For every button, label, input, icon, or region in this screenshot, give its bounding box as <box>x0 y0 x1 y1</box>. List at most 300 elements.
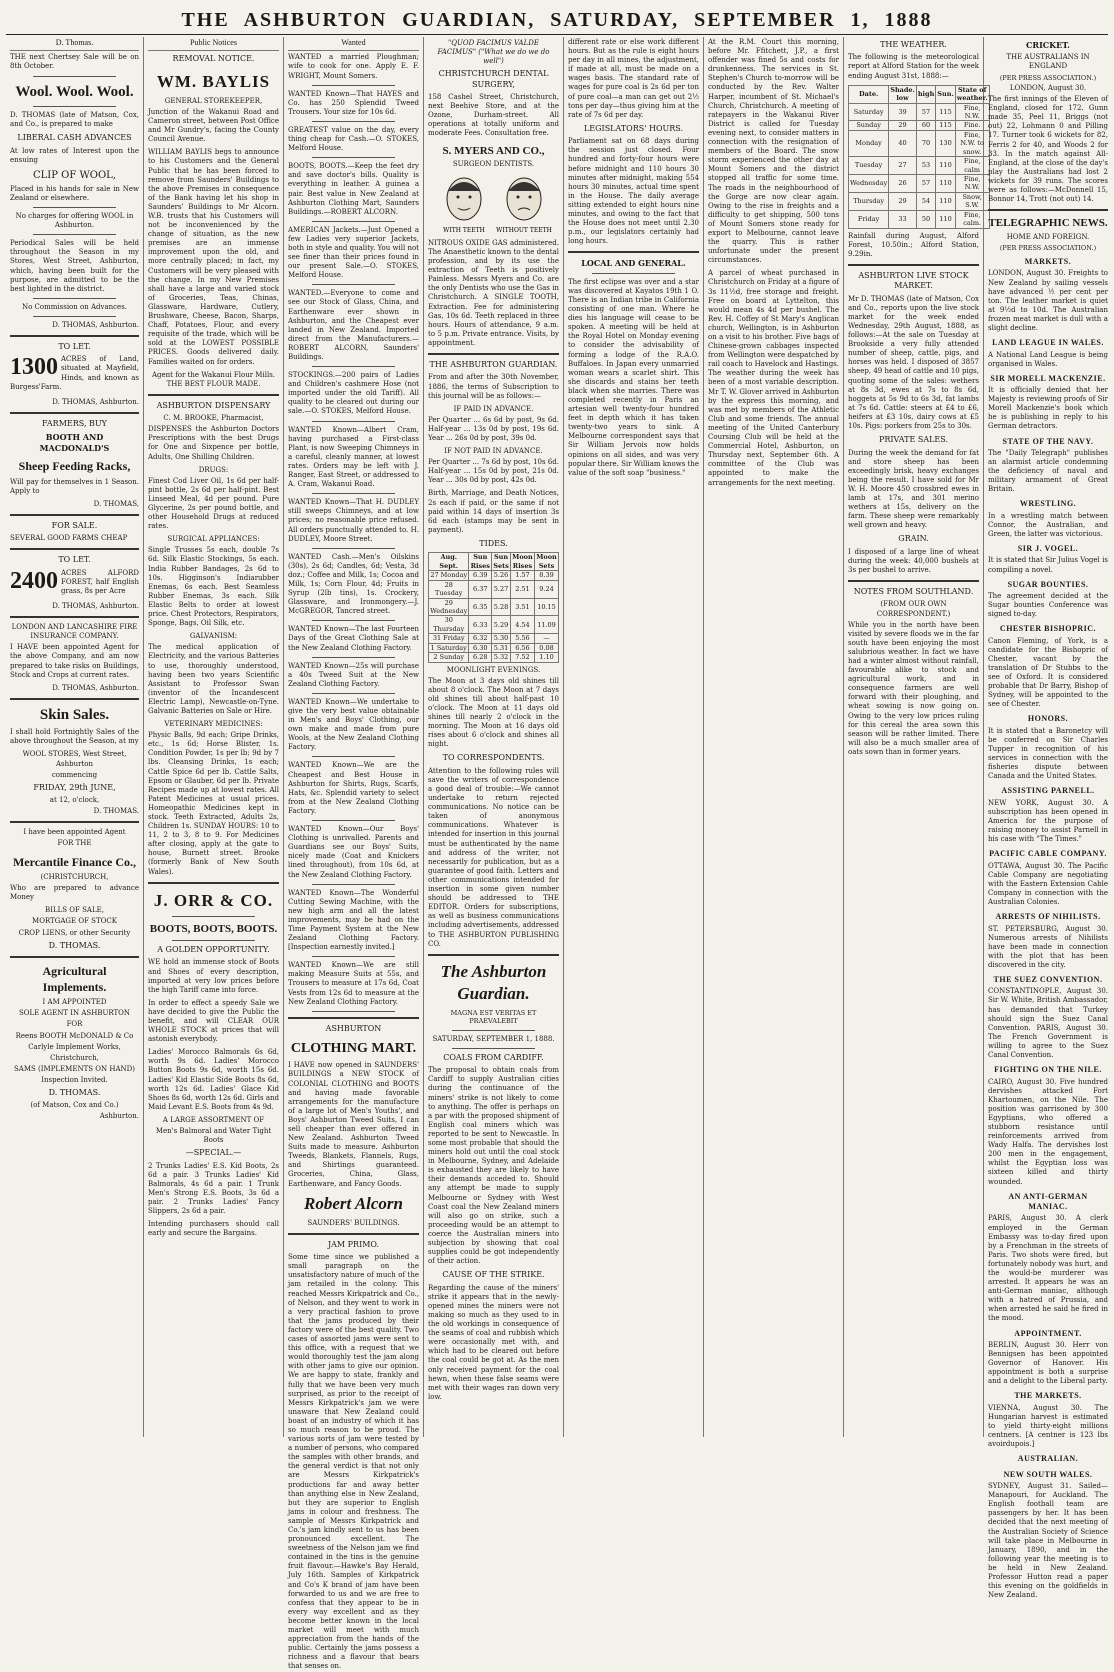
column-local-continued <box>704 37 844 1437</box>
weather-cell: 115 <box>936 103 955 121</box>
vet-heading: VETERINARY MEDICINES: <box>164 720 263 729</box>
tide-cell: 6.56 <box>510 643 534 652</box>
weather-intro: The following is the meteorological report at Alford Station for the week ending August 31st, 1888:— <box>848 53 979 80</box>
farmers-heading: FARMERS, BUY <box>42 418 107 428</box>
weather-row <box>849 121 990 130</box>
wool-heading: Wool. Wool. Wool. <box>15 83 134 100</box>
two-faces-illustration <box>434 173 554 235</box>
news-heading: ASSISTING PARNELL. <box>1001 786 1095 796</box>
masthead <box>6 6 1108 35</box>
tide-cell: 5.27 <box>492 580 511 598</box>
tide-cell: 7.52 <box>510 653 534 662</box>
tide-cell: 5.56 <box>510 634 534 643</box>
tide-cell: 27 Monday <box>430 571 468 580</box>
dateline: LONDON, August 30. <box>1009 84 1087 93</box>
news-body: BERLIN, August 30. Herr von Bennigsen has been appointed Governor of Hanover. His appointment is both a surprise and a delight to the Liberal party. <box>988 1340 1108 1386</box>
local-news-2: A parcel of wheat purchased in Christchurch on Friday at a figure of 3s 11½d, free storage and freight. Free on board at Lyttelton, this would mean 4s 4d per bushel. The Rev. H. Coffey of St Mary's Anglican church, Wellington, is in Ashburton on a visit to his brother. Five bags of Chinese-grown cabbages inspected from Wellington were despatched by rail coach to Havelock and Hastings. The weather during the week has been of a most variable description. Mr T. W. Glover arrived in Ashburton by the express this morning, and was met by members of the Athletic Club and some friends. The annual meeting of the United Canterbury Coursing Club will be held at the Commercial Hotel, Ashburton, on Thursday next, September 6th. A committee of the Club was appointed to make the arrangements for the next meeting. <box>708 269 839 487</box>
wool-stores: WOOL STORES, West Street, Ashburton <box>22 750 127 768</box>
tide-cell: 2 Sunday <box>429 653 469 662</box>
baylis-heading: WM. BAYLIS <box>156 71 271 91</box>
news-body: It is stated that Sir Julius Vogel is compiling a novel. <box>988 556 1108 574</box>
guardian-notice-heading: THE ASHBURTON GUARDIAN. <box>429 360 558 370</box>
news-heading: WRESTLING. <box>1019 499 1077 509</box>
tide-row <box>429 643 559 652</box>
jam-body: Some time since we published a small paragraph on the unsatisfactory nature of much of the jam retailed in the colony. This reached Messrs Kirkpatrick and Co., of Nelson, and they went to work in a very practical fashion to prove that the jams produced by their factory were of the best quality. Two cases of assorted jams were sent to this office, with a request that we would thoroughly test the jam along with other jams to give our opinion. We are happy to state, frankly and fully that we have been very much surprised, as prior to the receipt of Messrs Kirkpatrick's jam we were unaware that New Zealand could boast of an industry of which it has so much reason to be proud. The various sorts of jam were tested by a number of persons, who compared the samples with other brands, and the general verdict is that not only are Messrs Kirkpatrick's productions far and away better than anything else in New Zealand, but they are superior to English jams in colour and freshness. The sample of Messrs Kirkpatrick and Co.'s jam kindly sent to us has been pronounced excellent. The sweetness of the Nelson jam we find contained in the tins is the genuine fruit flavour.—Hawke's Bay Herald, July 16th. Samples of Kirkpatrick and Co's K brand of jam have been forwarded to us and we are free to confess that they appear to be in every way excellent and as they become better known in the local market will meet with much appreciation from the hands of the public. Certainly the jams possess a richness and a flavour that bears that senses on. <box>288 1253 419 1671</box>
correspondents-body: Attention to the following rules will save the writers of correspondence a good deal of trouble:—We cannot undertake to return rejected communications. No notice can be taken of anonymous communications. Whatever is intended for insertion in this journal must be authenticated by the name and address of the writer, not necessarily for publication, but as a guarantee of good faith. Letters and other communications intended for insertion in some given number should be addressed to THE EDITOR. Orders for subscriptions, as well as business communications including advertisements, addressed to THE ASHBURTON PUBLISHING CO. <box>428 766 559 948</box>
wanted-ad: AMERICAN Jackets.—Just Opened a few Ladies very superior Jackets, both in style and quality. You will not see finer than their prices found in our present Sale.—O. STOKES, Melford House. <box>288 225 419 280</box>
rates-advance: Per Quarter ... 6s 6d by post, 9s 6d. Half-year ... 13s 0d by post, 19s 6d. Year ... 26s 0d by post, 39s 0d. <box>428 415 559 442</box>
weather-header-cell: Sun. <box>936 85 955 103</box>
right-face-label: WITHOUT TEETH <box>495 226 552 234</box>
news-body: In a wrestling match between Connor, the Australian, and Green, the latter was victorious. <box>988 511 1108 538</box>
market-body: Mr D. THOMAS (late of Matson, Cox and Co., reports upon the live stock market for the week ended Wednesday, 29th August, 1888, as follows:—At the sale on Tuesday at Brookside a very fully attended number of sheep, cattle, pigs, and horses was held. I disposed of 3857 sheep, 49 head of cattle and 10 pigs, quoting some of the sales: wethers at 8s 3d, ewes at 7s to 8s 6d, hoggets at 5s 9d to 6s 3d, fat lambs at 7s 6d. Cattle: steers at £4 to £6, heifers at £3 10s, dairy cows at £5 10s. Pigs: porkers from 25s to 30s. <box>848 294 979 431</box>
dispensary-heading: ASHBURTON DISPENSARY <box>156 400 271 410</box>
special-body: 2 Trunks Ladies' E.S. Kid Boots, 2s 6d a pair. 3 Trunks Ladies' Kid Balmorals, 4s 6d a pair. 1 Trunk Men's Strong E.S. Boots, 3s 6d a pair. 2 Trunks Ladies' Fancy Slippers, 2s 6d a pair. <box>148 1161 279 1216</box>
telegraphic-heading: TELEGRAPHIC NEWS. <box>988 217 1108 230</box>
column-cricket-telegraphic <box>984 37 1112 1600</box>
signature: D. THOMAS, Ashburton. <box>52 397 139 406</box>
weather-heading: THE WEATHER. <box>880 40 947 49</box>
weather-header-cell: high <box>916 85 935 103</box>
weather-cell: 29 <box>889 192 917 210</box>
wanted-ad: WANTED Cash.—Men's Oilskins (30s), 2s 6d; Candles, 6d; Vesta, 3d doz.; Coffee and Milk, 1s; Cocoa and Milk, 1s; Corn Flour, 4d; Fruits in Syrup (2lb tins), 1s. Crockery, Glassware, and Ironmongery.—J. McGREGOR, Tancred street. <box>288 552 419 616</box>
tide-header-cell: Sun Sets <box>493 553 509 570</box>
drugs-heading: DRUGS: <box>198 465 229 474</box>
dental-heading: CHRISTCHURCH DENTAL SURGERY, <box>438 69 549 89</box>
jam-heading: JAM PRIMO. <box>327 1239 380 1249</box>
tide-cell: 6.28 <box>469 653 492 662</box>
insurance-heading: LONDON AND LANCASHIRE FIRE INSURANCE COMPANY. <box>11 623 138 641</box>
sale-notice: THE next Chertsey Sale will be on 8th October. <box>10 53 139 71</box>
weather-cell: 27 <box>889 157 917 175</box>
market-heading: ASHBURTON LIVE STOCK MARKET. <box>858 270 969 291</box>
for: FOR <box>66 1020 83 1029</box>
subscription-intro: From and after the 30th November, 1886, the terms of Subscription to this journal will be as follows:— <box>428 373 559 400</box>
acre-count: 1300 <box>10 354 58 381</box>
news-heading: AN ANTI-GERMAN MANIAC. <box>1008 1191 1088 1212</box>
column-local-general <box>564 37 704 1437</box>
price-list: Ladies' Morocco Balmorals 6s 6d, worth 9s 6d. Ladies' Morocco Button Boots 9s 6d, worth 15s 6d. Ladies' Kid Elastic Side Boots 8s 6d, worth 12s 6d. Ladies' Glace Kid Shoes 8s 6d, worth 12s 6d. Girls and Maid Levant E.S. Boots from 4s 9d. <box>148 1048 279 1111</box>
agent-text: I HAVE been appointed Agent for the above Company, and am now prepared to take risks on Buildings, Stock and Crops at current rates. <box>10 643 139 679</box>
mart-body: I HAVE now opened in SAUNDERS' BUILDINGS a NEW STOCK of COLONIAL CLOTHING and BOOTS and having made favorable arrangements for the manufacture of a large lot of Men's Youths', and Boys' Ashburton Tweed Suits, I can sell cheaper than ever offered in New Zealand. Ashburton Tweed Suits made to measure. Ashburton Tweeds, Blankets, Flannels, Rugs, and Shirtings guaranteed. Groceries, China, Glass, Earthenware, and Fancy Goods. <box>288 1061 419 1188</box>
tide-cell: 5.26 <box>492 571 511 580</box>
wanted-list <box>288 53 419 1011</box>
moonlight-heading: MOONLIGHT EVENINGS. <box>446 665 541 674</box>
periodical-sales: Periodical Sales will be held throughout the Season in my Stores, West Street, Ashburton, which, having been built for the purpose, are admitted to be the best lighted in the district. <box>10 239 139 293</box>
booth-mcdonald: Reens BOOTH McDONALD & Co <box>15 1031 134 1040</box>
press-association: (PER PRESS ASSOCIATION.) <box>999 243 1097 252</box>
sheep-racks-heading: Sheep Feeding Racks, <box>18 459 131 473</box>
moon-body: The Moon at 3 days old shines till about 8 o'clock. The Moon at 7 days old shines till about half-past 10 o'clock. The Moon at 11 days old shines till nearly 2 o'clock in the morning. The Moon at 16 days old rises about 6 o'clock and shines all night. <box>428 676 559 749</box>
no-commission: No Commission on Advances. <box>21 302 128 311</box>
wanted-ad: WANTED Known—That HAYES and Co. has 250 Splendid Tweed Trousers. Your size for 10s 6d. <box>288 89 419 116</box>
coals-heading: COALS FROM CARDIFF. <box>443 1052 544 1062</box>
columns <box>6 37 1108 1671</box>
news-body: CONSTANTINOPLE, August 30. Sir W. White, British Ambassador, has demanded that Turkey should sign the Suez Canal Convention. PARIS, August 30. The French Government is willing to agree to the Suez Canal Convention. <box>988 987 1108 1060</box>
in-advance: IF PAID IN ADVANCE. <box>453 404 534 413</box>
tide-header-cell: Moon Rises <box>512 553 533 570</box>
weather-row <box>849 175 990 193</box>
southland-heading: NOTES FROM SOUTHLAND. <box>853 587 974 597</box>
wanted-ad: STOCKINGS.—200 pairs of Ladies and Children's cashmere Hose (not imported under the old Tariff). All quality to be cleared out during our sale.—O. STOKES, Melford House. <box>288 371 419 416</box>
tide-row <box>429 598 559 616</box>
tide-cell: 4.54 <box>510 616 534 634</box>
news-body: VIENNA, August 30. The Hungarian harvest is estimated to yield thirty-eight millions centners. [A centner is 123 lbs avoirdupois.] <box>988 1403 1108 1449</box>
grain-body: I disposed of a large line of wheat during the week: 40,000 bushels at 3s per bushel to arrive. <box>848 547 979 574</box>
thomas-intro: D. THOMAS (late of Matson, Cox, and Co., is prepared to make <box>10 111 139 129</box>
weather-cell: Sunday <box>849 121 889 130</box>
tide-cell: 5.32 <box>492 653 511 662</box>
agent: Agent for the Wakanui Flour Mills. THE BEST FLOUR MADE. <box>151 370 276 388</box>
news-heading: SUGAR BOUNTIES. <box>1007 579 1089 589</box>
wanted-ad: BOOTS, BOOTS.—Keep the feet dry and save doctor's bills. Quality is everything in leather. A guinea a pair. Best value in New Zealand at Ashburton Clothing Mart, Saunders Buildings.—ROBERT ALCORN. <box>288 162 419 216</box>
tide-cell: — <box>534 634 558 643</box>
wanted-ad: GREATEST value on the day, every thing cheap for Cash.—O. STOKES, Melford House. <box>288 125 419 153</box>
weather-cell: Friday <box>849 210 889 228</box>
crop: CROP LIENS, or other Security <box>18 928 131 937</box>
coals-body: The proposal to obtain coals from Cardiff to supply Australian cities during the continuance of the miners' strike is not likely to come to anything. The offer is perhaps on a par with the proposed shipment of English coal miners which was reported to be sent to Newcastle. In some most probable that should the miners hold out until the coal stock in Melbourne, Sydney, and Adelaide is exhausted they are likely to have their demands acceded to. Should any attempt be made to supply Melbourne or Sydney with West Coast coal the New Zealand miners will also go on strike, such a proceeding would be an attempt to coerce the Australian miners into subjection by showing that coal supplies could be got independently of their action. <box>428 1066 559 1266</box>
saunders: SAUNDERS' BUILDINGS. <box>307 1218 400 1227</box>
news-body: It is officially denied that her Majesty is reviewing proofs of Sir Morell Mackenzie's book which he is publishing in reply to his German detractors. <box>988 386 1108 431</box>
tide-cell: 5.28 <box>492 598 511 616</box>
tide-cell: 1 Saturday <box>429 643 469 652</box>
tide-cell: 6.33 <box>469 616 492 634</box>
weather-header-cell: State of weather. <box>956 85 988 103</box>
column-wanted <box>284 37 424 1671</box>
skin-text: I shall hold Fortnightly Sales of the above throughout the Season, at my <box>10 728 139 746</box>
weather-cell: 115 <box>936 121 955 130</box>
tide-cell: 11.09 <box>534 616 558 634</box>
weather-cell: 40 <box>889 130 917 156</box>
wanted-ad: WANTED Known—The last Fourteen Days of the Great Clothing Sale at the New Zealand Clothing Factory. <box>288 625 419 652</box>
news-body: A National Land League is being organised in Wales. <box>988 350 1108 368</box>
news-heading: APPOINTMENT. <box>1014 1328 1082 1338</box>
agri-heading: Agricultural Implements. <box>42 964 107 994</box>
tides-heading: TIDES. <box>479 538 508 548</box>
golden-opportunity: A GOLDEN OPPORTUNITY. <box>157 945 270 955</box>
signature: D. THOMAS. <box>93 807 139 816</box>
signature: D. THOMAS. <box>48 1088 101 1097</box>
tide-cell: 6.30 <box>469 643 492 652</box>
column-d-thomas <box>6 37 144 1437</box>
weather-row <box>849 157 990 175</box>
private-sales-body: During the week the demand for fat and store sheep has been exceedingly brisk, heavy exchanges being the result. I have sold for Mr W. H. Moore 450 crossbred ewes in lamb at 17s, and 301 merino wethers at 15s, delivery on the farm. These sheep were remarkably well grown and heavy. <box>848 448 979 530</box>
tide-cell: 30 Thursday <box>429 616 469 634</box>
tide-row <box>429 571 559 580</box>
left-face-label: WITH TEETH <box>442 226 485 234</box>
surgical-body: Single Trusses 5s each, double 7s 6d. Silk Elastic Stockings, 5s each. India Rubber Bandages, 2s 6d to 10s. Higginson's Indiarubber Enemas, 6s each. Best Seamless Rubber Enemas, 3s each. Silk Elastic Belts to order at lowest price. Chest Protectors, Respirators, Sponge, Bags, Oil Silk, etc. <box>148 546 279 628</box>
news-heading: MARKETS. <box>1024 257 1072 267</box>
weather-cell: 60 <box>916 121 935 130</box>
tide-row <box>429 616 559 634</box>
large-assortment: A LARGE ASSORTMENT OF <box>162 1115 265 1124</box>
tide-cell: 5.29 <box>492 616 511 634</box>
news-heading: SIR MORELL MACKENZIE. <box>990 373 1106 383</box>
tide-row <box>429 653 559 662</box>
wanted-ad: WANTED Known—Our Boys' Clothing is unrivalled. Parents and Guardians see our Boys' Suits, nicely made (Coat and Knickers lined throughout), from 10s 6d, at the New Zealand Clothing Factory. <box>288 825 419 879</box>
late-of: (of Matson, Cox and Co.) <box>30 1101 119 1110</box>
weather-cell: Fine, calm. <box>955 210 989 228</box>
sole-agent: SOLE AGENT IN ASHBURTON <box>18 1009 131 1018</box>
weather-cell: Thursday <box>849 192 889 210</box>
news-heading: PACIFIC CABLE COMPANY. <box>989 849 1107 859</box>
tide-header-cell: Sun Rises <box>470 553 490 570</box>
news-heading: FIGHTING ON THE NILE. <box>994 1065 1102 1075</box>
news-heading: THE MARKETS. <box>1014 1391 1082 1401</box>
tide-header-cell: Aug. Sept. <box>429 553 469 571</box>
local-body: The first eclipse was over and a star was discovered at Kayatos 19th 1 O. There is an Indian tribe in California consisting of one man. Where he dies his language will cease to be spoken. A meeting will be held at the Royal Hotel on Monday evening to consider the advisability of forming a lodge of the R.A.O. Buffaloes. In Japan every unmarried woman wears a scarlet shirt. This she discards and stains her teeth black when she marries. There was completed recently in Paris an artesian well twenty-four hundred feet in depth which it has taken twenty-two years to sink. A Melbourne correspondent says that Sir William Jervois now holds opinions on all sides, and was very popular there. Sir William knows the value of the soft soap "business." <box>568 277 699 477</box>
wanted-ad: WANTED.—Everyone to come and see our Stock of Glass, China, and Earthenware ever shown in Ashburton, and the Cheapest ever landed in New Zealand. Imported direct from the Manufacturers.—ROBERT ALCORN, Saunders' Buildings. <box>288 289 419 362</box>
news-heading: CHESTER BISHOPRIC. <box>999 624 1097 634</box>
news-heading: NEW SOUTH WALES. <box>1003 1469 1093 1479</box>
weather-cell: 33 <box>889 210 917 228</box>
wanted-ad: WANTED Known—We are still making Measure Suits at 55s, and Trousers to measure at 17s 6d, Coat Vests from 12s 6d to measure at the New Zealand Clothing Factory. <box>288 961 419 1006</box>
vet-body: Physic Balls, 9d each; Gripe Drinks, etc., 1s 6d; Horse Blister, 1s. Condition Powder, 1s per lb; 9d by 7 lbs. Cleansing Drinks, 1s each; Cattle Spice 6d per lb. Cattle Salts, Epsom or Glauber, 6d per lb. Private Recipes made up at lowest rates. All Patent Medicines at usual prices. Homeopathic Medicines kept in stock. Teeth Extracted, Adults 2s, Children 1s. SUNDAY HOURS: 10 to 11, 2 to 3, 8 to 9. For Medicines after closing, apply at the gate to house, Burnett street. Brooke (formerly Bank of New South Wales). <box>148 731 279 876</box>
samples: SAMS (IMPLEMENTS ON HAND) <box>14 1064 135 1073</box>
column-header: Wanted <box>288 37 419 51</box>
news-heading: ARRESTS OF NIHILISTS. <box>995 912 1101 922</box>
prepared: Who are prepared to advance Money <box>10 884 139 902</box>
news-body: OTTAWA, August 30. The Pacific Cable Company are negotiating with the Eastern Extension Cable Company in connection with the Australian Colonies. <box>988 861 1108 907</box>
weather-cell: 50 <box>916 210 935 228</box>
ashburton: Ashburton. <box>99 1112 139 1121</box>
column-weather-markets <box>844 37 988 1437</box>
weather-table <box>848 85 990 229</box>
weather-cell: Fine, calm <box>955 157 989 175</box>
inspection: Inspection Invited. <box>41 1075 108 1084</box>
farms-cheap: SEVERAL GOOD FARMS CHEAP <box>10 534 128 543</box>
tide-table <box>428 552 559 662</box>
local-news-1: At the R.M. Court this morning, before Mr. Ffitchett, J.P., a first offender was fined 5s and costs for drunkenness. The services in St. Stephen's Church to-morrow will be conducted by the Rev. Walter Harper, incumbent of St. Michael's Church, Christchurch. A meeting of ratepayers in the Wakanui River District is called for Tuesday evening next, to consider matters in connection with the resignation of members of the Board. The snow storm experienced the other day at Mount Somers and the district stopped all traffic for some time. The roads in the neighbourhood of the Gorge are now clear again. Owing to the rise in freights and a difficulty to get shipping, 500 tons of Mount Somers stone ready for export to Melbourne, cannot leave the quarry. This is rather unfortunate under the present circumstances. <box>708 38 839 265</box>
not-advance: IF NOT PAID IN ADVANCE. <box>444 447 543 456</box>
brooke: C. M. BROOKE, Pharmacist, <box>163 414 264 423</box>
orr-heading: J. ORR & CO. <box>153 890 274 910</box>
tide-cell: 28 Tuesday <box>429 580 469 598</box>
removal-notice: REMOVAL NOTICE. <box>172 54 255 64</box>
news-body: ST. PETERSBURG, August 30. Numerous arrests of Nihilists have been made in connection with the plot that has been discovered in the city. <box>988 924 1108 969</box>
motto: MAGNA EST VERITAS ET PRAEVALEBIT <box>450 1008 537 1026</box>
tide-cell: 1.57 <box>510 571 534 580</box>
tide-cell: 8.39 <box>534 571 558 580</box>
nitrous-body: NITROUS OXIDE GAS administered. The Anaesthetic known to the dental profession, and by its use the extraction of Teeth is positively Painless. Messrs Myers and Co. are the only Dentists who use the Gas in Christchurch. A SINGLE TOOTH, Extraction. Fee for administering Gas, 10s 6d. Teeth replaced in three hours. Hours of attendance, 9 a.m. to 5 p.m. Private entrance. Visits, by appointment. <box>428 238 559 347</box>
news-body: The agreement decided at the Sugar bounties Conference was signed to-day. <box>988 592 1108 619</box>
tide-cell: 6.37 <box>469 580 492 598</box>
tide-row <box>429 634 559 643</box>
to-let-heading: TO LET. <box>58 341 91 351</box>
issue-date: SATURDAY, SEPTEMBER 1, 1888. <box>432 1034 555 1043</box>
tide-cell: 6.32 <box>469 634 492 643</box>
mercantile-heading: Mercantile Finance Co., <box>12 854 137 869</box>
placed-text: Placed in his hands for sale in New Zealand or elsewhere. <box>10 184 139 202</box>
mens-boots: Men's Balmoral and Water Tight Boots <box>155 1127 272 1145</box>
to-let-text: ACRES of Land, situated at Mayfield, Hinds, and known as Burgess'Farm. <box>10 355 139 391</box>
weather-cell: 39 <box>889 103 917 121</box>
weather-cell: 110 <box>936 175 955 193</box>
wanted-ad: WANTED Known—We are the Cheapest and Best House in Ashburton for Shirts, Rugs, Scarfs, Hats, &c. Splendid variety to select from at the New Zealand Clothing Factory. <box>288 761 419 815</box>
weather-cell: Tuesday <box>849 157 889 175</box>
rainfall: Rainfall during August, Alford Forest, 10.50in.; Alford Station, 9.29in. <box>848 231 979 258</box>
weather-cell: 110 <box>936 210 955 228</box>
drugs-body: Finest Cod Liver Oil, 1s 6d per half-pint bottle, 2s 6d per half-pint. Best Linseed Meal, 4d per pound. Pure Glycerine, 2s per pound bottle, and other Household Drugs at reduced rates. <box>148 476 279 531</box>
tide-cell: 10.15 <box>534 598 558 616</box>
friday-date: FRIDAY, 29th JUNE, <box>33 782 116 792</box>
column-public-notices <box>144 37 284 1437</box>
signature: D. THOMAS, Ashburton. <box>52 320 139 329</box>
wanted-ad: WANTED a married Ploughman; wife to cook for one. Apply E. F. WRIGHT, Mount Somers. <box>288 53 419 80</box>
order-body: In order to effect a speedy Sale we have decided to give the Public the benefit, and will CLEAR OUR WHOLE STOCK at prices that will astonish everybody. <box>148 998 279 1044</box>
galvanism-body: The medical application of Electricity, and the various Batteries to use, thoroughly understood, having been two years Scientific Assistant to Professor Swan (inventor of the Incandescent Electric Lamp), Newcastle-on-Tyne. Galvanic Batteries on Sale or Hire. <box>148 643 279 715</box>
bills: BILLS OF SALE, <box>45 906 104 915</box>
tide-cell: 31 Friday <box>429 634 469 643</box>
tide-cell: 2.51 <box>510 580 534 598</box>
surgeon-dentists: SURGEON DENTISTS. <box>452 159 535 168</box>
southland-sub: (FROM OUR OWN CORRESPONDENT.) <box>876 600 951 618</box>
weather-cell: 26 <box>889 175 917 193</box>
cricket-heading: CRICKET. <box>1026 40 1070 50</box>
news-heading: THE SUEZ CONVENTION. <box>993 975 1103 984</box>
news-heading: STATE OF THE NAVY. <box>1002 436 1094 446</box>
weather-cell: 29 <box>889 121 917 130</box>
cause-body: Regarding the cause of the miners' strike it appears that in the newly-opened mines the miners were not making so much as they used to in the old workings in consequence of the seams of coal and rubbish which were occasionally met with, and which had to be cleared out before the coal could be got at. As the men only received payment for the coal hewn, when these false seams were met with their wages ran down very low. <box>428 1283 559 1401</box>
tide-cell: 3.51 <box>510 598 534 616</box>
tide-cell: 6.39 <box>469 571 492 580</box>
to-let-heading: TO LET. <box>58 555 91 565</box>
weather-row <box>849 210 990 228</box>
weather-cell: 57 <box>916 175 935 193</box>
weather-cell: Wednesday <box>849 175 889 193</box>
christchurch: Christchurch, <box>50 1053 99 1062</box>
general-storekeeper: GENERAL STOREKEEPER, <box>164 96 263 105</box>
cause-heading: CAUSE OF THE STRIKE. <box>442 1270 545 1280</box>
home-foreign: HOME AND FOREIGN. <box>1006 232 1090 241</box>
weather-header-cell: Date. <box>849 85 889 103</box>
tide-cell: 9.24 <box>534 580 558 598</box>
wanted-ad: WANTED Known—25s will purchase a 40s Tweed Suit at the New Zealand Clothing Factory. <box>288 661 419 688</box>
press-association: (PER PRESS ASSOCIATION.) <box>999 73 1097 82</box>
for-sale-heading: FOR SALE. <box>51 520 98 530</box>
column-header: Public Notices <box>148 37 279 51</box>
commencing: commencing <box>51 770 98 779</box>
weather-cell: 70 <box>916 130 935 156</box>
strike-continued: different rate or else work different hours. But as the rule is eight hours per day in all mines, the adjustment, if made at all, must be made on a wages basis. The standard rate of wages for pure coal is 2s 6d per ton of pure coal—a man can get out 2½ tons per day—thus giving him at the rate of 7s 6d per day. <box>568 38 699 119</box>
no-charge: No charges for offering WOOL in Ashburton. <box>15 212 134 230</box>
news-body: SYDNEY, August 31. Sailed—Manapouri, for Auckland. The English football team are passengers by her. It has been decided that the next meeting of the Australian Society of Science will take place in Melbourne in January, 1890, and in the following year the meeting is to be held in New Zealand. Professor Hutton read a paper this evening on the goldfields in New Zealand. <box>988 1482 1108 1600</box>
weather-row <box>849 103 990 121</box>
signature: D. THOMAS, Ashburton. <box>52 602 139 611</box>
weather-cell: 110 <box>936 157 955 175</box>
dental-address: 158 Cashel Street, Christchurch, next Beehive Store, and at the Ozone, Durham-street. All operations at totally uniform and moderate Fees. Consultation free. <box>428 93 559 138</box>
clothing-mart-heading: CLOTHING MART. <box>290 1041 417 1057</box>
correspondents-heading: TO CORRESPONDENTS. <box>442 753 545 763</box>
will-pay-text: Will pay for themselves in 1 Season. Apply to <box>10 477 139 495</box>
myers-heading: S. MYERS AND CO., <box>442 144 545 157</box>
local-heading: LOCAL AND GENERAL. <box>581 258 686 269</box>
weather-cell: Snow, S.W. <box>955 192 989 210</box>
liberal-advances: LIBERAL CASH ADVANCES <box>17 133 132 143</box>
skin-sales-heading: Skin Sales. <box>39 706 110 723</box>
news-heading: LAND LEAGUE IN WALES. <box>992 338 1104 348</box>
junction: Junction of the Wakanui Road and Cameron street, between Post Office and Mr Gundry's, facing the County Council Avenue. <box>148 107 279 144</box>
news-body: PARIS, August 30. A clerk employed in the German Embassy was to-day fired upon by a Frenchman in the streets of Paris. Two shots were fired, but fortunately nobody was hurt, and the would-be murderer was arrested. It appears he was an anti-German maniac, although with a hatred of Prussia, and when arrested he said he fired in the mood. <box>988 1214 1108 1323</box>
ashburton-heading: ASHBURTON <box>325 1023 382 1033</box>
special-heading: —SPECIAL.— <box>185 1148 242 1158</box>
signature: D. THOMAS. <box>48 940 101 950</box>
surgical-heading: SURGICAL APPLIANCES: <box>167 535 260 544</box>
column-header: D. Thomas. <box>10 37 139 51</box>
quote: "QUOD FACIMUS VALDE FACIMUS" ("What we do we do well") <box>437 39 550 66</box>
tide-cell: 29 Wednesday <box>430 598 468 615</box>
cricket-sub: THE AUSTRALIANS IN ENGLAND <box>1006 53 1090 71</box>
stock-body: WE hold an immense stock of Boots and Shoes of every description, imported at very low prices before the high Tariff came into force. <box>148 958 279 994</box>
tide-cell: 5.30 <box>492 634 511 643</box>
appointed: I have been appointed Agent <box>23 828 126 837</box>
weather-cell: Monday <box>849 130 889 156</box>
births-notice: Birth, Marriage, and Death Notices, 2s each if paid, or the same if not paid within 14 days of insertion 3s 6d each (stamps may be sent in payment). <box>428 489 559 534</box>
intending: Intending purchasers should call early and secure the Bargains. <box>148 1220 279 1238</box>
news-body: CAIRO, August 30. Five hundred dervishes attacked Fort Khartoumen, on the Nile. The position was garrisoned by 300 Egyptians, who offered a stubborn resistance until reinforcements arrived from Wady Halfa. The dervishes lost 200 men in the engagement, whilst the Egyptian loss was sixteen killed and thirty wounded. <box>988 1077 1108 1186</box>
news-body: LONDON, August 30. Freights to New Zealand by sailing vessels have advanced ½ per cent per ton. The leather market is quiet at 9½d to 10d. The Australian frozen meat market is dull with a slight decline. <box>988 269 1108 333</box>
weather-cell: 54 <box>916 192 935 210</box>
news-body: It is stated that a Baronetcy will be conferred on Sir Charles Tupper in recognition of his services in connection with the fisheries dispute between Canada and the United States. <box>988 726 1108 781</box>
tide-cell: 6.35 <box>469 598 492 616</box>
tide-cell: 5.31 <box>492 643 511 652</box>
carlyle: Carlyle Implement Works, <box>28 1042 121 1051</box>
tide-row <box>429 580 559 598</box>
alcorn-heading: Robert Alcorn <box>303 1193 404 1213</box>
mortgage: MORTGAGE OF STOCK <box>32 917 117 926</box>
clip-of-wool: CLIP OF WOOL, <box>33 169 116 181</box>
paper-nameplate: The Ashburton Guardian. <box>440 961 547 1003</box>
boots-heading: BOOTS, BOOTS, BOOTS. <box>149 922 278 935</box>
weather-row <box>849 192 990 210</box>
news-heading: HONORS. <box>1027 714 1069 724</box>
legislators-body: Parliament sat on 68 days during the session just closed. Four hundred and forty-four hours were before midnight and 110 hours 30 minutes after midnight, making 554 hours 30 minutes, actual time spent in the House. The daily average sitting extended to eight hours nine minutes, and owing to the fact that the House does not meet until 2.30 p.m., our legislators certainly had long hours. <box>568 137 699 246</box>
wanted-ad: WANTED Known—That H. DUDLEY still sweeps Chimneys, and at low prices; no reasonable price refused. All orders punctually attended to. H. DUDLEY, Moore Street. <box>288 498 419 543</box>
dispensary-body: DISPENSES the Ashburton Doctors Prescriptions with the best Drugs for One and Sixpence per bottle, Adults, One Shilling Children. <box>148 425 279 461</box>
signature: D. THOMAS, <box>93 499 139 508</box>
news-heading: SIR J. VOGEL. <box>1017 544 1079 554</box>
wanted-ad: WANTED Known—We undertake to give the very best value obtainable in Men's and Boys' Clothing, our own make and made from pure Wools, at the New Zealand Clothing Factory. <box>288 697 419 752</box>
telegraphic-list <box>988 257 1108 1600</box>
weather-row <box>849 130 990 156</box>
galvanism-heading: GALVANISM: <box>189 632 238 641</box>
grain-heading: GRAIN. <box>898 534 929 544</box>
weather-cell: Saturday <box>849 103 889 121</box>
legislators-heading: LEGISLATORS' HOURS. <box>583 123 683 133</box>
acres-text: ACRES ALFORD FOREST, half English grass, 8s per Acre <box>61 568 139 595</box>
acre-count: 2400 <box>10 567 58 594</box>
weather-cell: 57 <box>916 103 935 121</box>
tide-header-cell: Moon Sets <box>536 553 557 570</box>
appointed: I AM APPOINTED <box>42 998 107 1007</box>
weather-cell: Fine, N.W. to snow. <box>955 130 989 156</box>
private-sales-heading: PRIVATE SALES. <box>878 435 948 445</box>
weather-header-cell: Shade. low <box>890 85 915 103</box>
wanted-ad: WANTED Known—Albert Cram, having purchased a First-class Plant, is now Sweeping Chimneys in a careful, cleanly manner, at lowest rates. Orders may be left with J. Ranger, East Street, or addressed to A. Cram, Wakanui Road. <box>288 425 419 489</box>
weather-cell: 110 <box>936 192 955 210</box>
weather-cell: 130 <box>936 130 955 156</box>
news-body: NEW YORK, August 30. A subscription has been opened in America for the purpose of raising money to assist Parnell in his case with "The Times." <box>988 798 1108 844</box>
tide-cell: 1.10 <box>534 653 558 662</box>
signature: D. THOMAS, Ashburton. <box>52 683 139 692</box>
weather-cell: 53 <box>916 157 935 175</box>
interest-text: At low rates of Interest upon the ensuing <box>10 146 139 164</box>
baylis-body: WILLIAM BAYLIS begs to announce to his Customers and the General Public that he has been forced to remove from Saunders' Buildings to the above Premises in consequence of the Bank having let his shop in Saunders' Buildings to Mr Alcorn. W.B. trusts that his Customers will not be inconvenienced by the change of situation, as the new premises are an immense improvement upon the old, and more centrally placed; in fact, my Customers will be very pleased with the change. In my New Premises shall have a large and varied stock of Groceries, Teas, Chinas, Glassware, Hardware, Cutlery, Brushware, Cheese, Bacon, Sharps, Chaff, Potatoes, Flour, and every requisite of the trade, which will be sold at the LOWEST POSSIBLE PRICES. Goods delivered daily. Families waited on for orders. <box>148 148 279 366</box>
page-title: THE ASHBURTON GUARDIAN, SATURDAY, SEPTEMBER 1, 1888 <box>181 8 933 31</box>
tide-cell: 0.08 <box>534 643 558 652</box>
time: at 12, o'clock, <box>49 796 100 805</box>
southland-body: While you in the north have been visited by severe floods we in the far south have been enjoying the most salubrious weather. In fact we have had a winter almost without rainfall, favourable alike to stock and agricultural work, and in consequence farmers are well forward with their ploughing, and wheat sowing is now going on. Owing to the very low prices ruling for this cereal the area sown this season will be rather limited. There will also be a much smaller area of oats sown than in former years. <box>848 620 979 756</box>
